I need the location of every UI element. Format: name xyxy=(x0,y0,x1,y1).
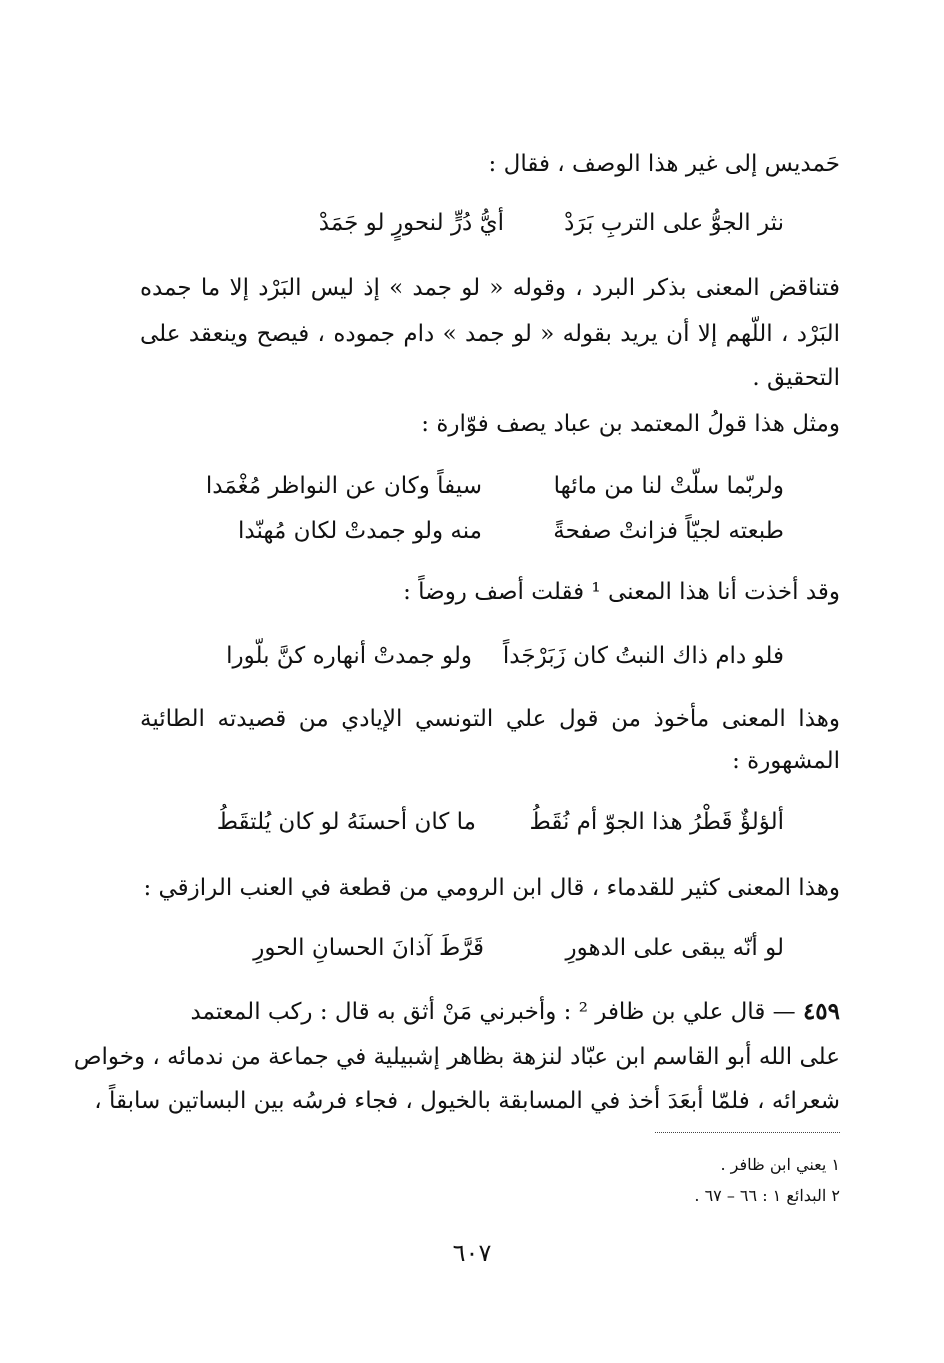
paragraph-line-8: وهذا المعنى كثير للقدماء ، قال ابن الرومي من قطعة في العنب الرازقي : xyxy=(143,875,840,901)
page-number: ٦٠٧ xyxy=(452,1239,492,1267)
verse-4-first-hemistich: فلو دام ذاك النبتُ كان زَبَرْجَداً xyxy=(502,643,784,669)
paragraph-line-2: البَرْد ، اللّهم إلا أن يريد بقوله « لو جمد » دام جموده ، فيصح وينعقد على xyxy=(140,321,840,347)
verse-5-first-hemistich: ألؤلؤٌ قَطْرُ هذا الجوّ أم نُقَطُ xyxy=(529,809,784,835)
verse-6-second-hemistich: قَرَّطَ آذانَ الحسانِ الحورِ xyxy=(253,935,484,961)
paragraph-line-4: ومثل هذا قولُ المعتمد بن عباد يصف فوّارة : xyxy=(421,411,840,437)
paragraph-line-7: المشهورة : xyxy=(732,748,840,774)
footnote-1: ١ يعني ابن ظافر . xyxy=(720,1155,840,1174)
verse-2-first-hemistich: ولربّما سلّتْ لنا من مائها xyxy=(553,473,784,499)
paragraph-line-9 xyxy=(190,996,840,1028)
verse-4-second-hemistich: ولو جمدتْ أنهاره كنَّ بلّورا xyxy=(226,643,472,669)
paragraph-line-6: وهذا المعنى مأخوذ من قول علي التونسي الإيادي من قصيدته الطائية xyxy=(140,706,840,732)
verse-3-first-hemistich: طبعته لجيّاً فزانتْ صفحةً xyxy=(553,518,784,544)
verse-6-first-hemistich: لو أنّه يبقى على الدهورِ xyxy=(565,935,784,961)
verse-3-second-hemistich: منه ولو جمدتْ لكان مُهنّدا xyxy=(237,518,482,544)
text-line-1: حَمديس إلى غير هذا الوصف ، فقال : xyxy=(488,151,840,177)
verse-2-second-hemistich: سيفاً وكان عن النواظر مُغْمَدا xyxy=(205,473,482,499)
verse-1-second-hemistich: أيُّ دُرٍّ لنحورٍ لو جَمَدْ xyxy=(318,210,504,236)
verse-1-first-hemistich: نثر الجوُّ على التربِ بَرَدْ xyxy=(564,210,784,236)
paragraph-line-9-text: — قال علي بن ظافر ² : وأخبرني مَنْ أثق به قال : ركب المعتمد xyxy=(190,999,803,1025)
paragraph-line-11: شعرائه ، فلمّا أبعَدَ أخذ في المسابقة بالخيول ، فجاء فرسُه بين البساتين سابقاً ، xyxy=(94,1088,840,1114)
paragraph-line-3: التحقيق . xyxy=(752,365,840,391)
paragraph-line-1: فتناقض المعنى بذكر البرد ، وقوله « لو جمد » إذ ليس البَرْد إلا ما جمده xyxy=(140,275,840,301)
paragraph-line-10: على الله أبو القاسم ابن عبّاد لنزهة بظاهر إشبيلية في جماعة من ندمائه ، وخواص xyxy=(73,1044,840,1070)
verse-5-second-hemistich: ما كان أحسنَهُ لو كان يُلتقَطُ xyxy=(216,809,476,835)
footnote-2: ٢ البدائع ١ : ٦٦ – ٦٧ . xyxy=(694,1186,840,1205)
section-number: ٤٥٩ xyxy=(802,998,840,1025)
footnote-separator xyxy=(655,1132,840,1133)
paragraph-line-5: وقد أخذت أنا هذا المعنى ¹ فقلت أصف روضاً : xyxy=(403,579,840,605)
